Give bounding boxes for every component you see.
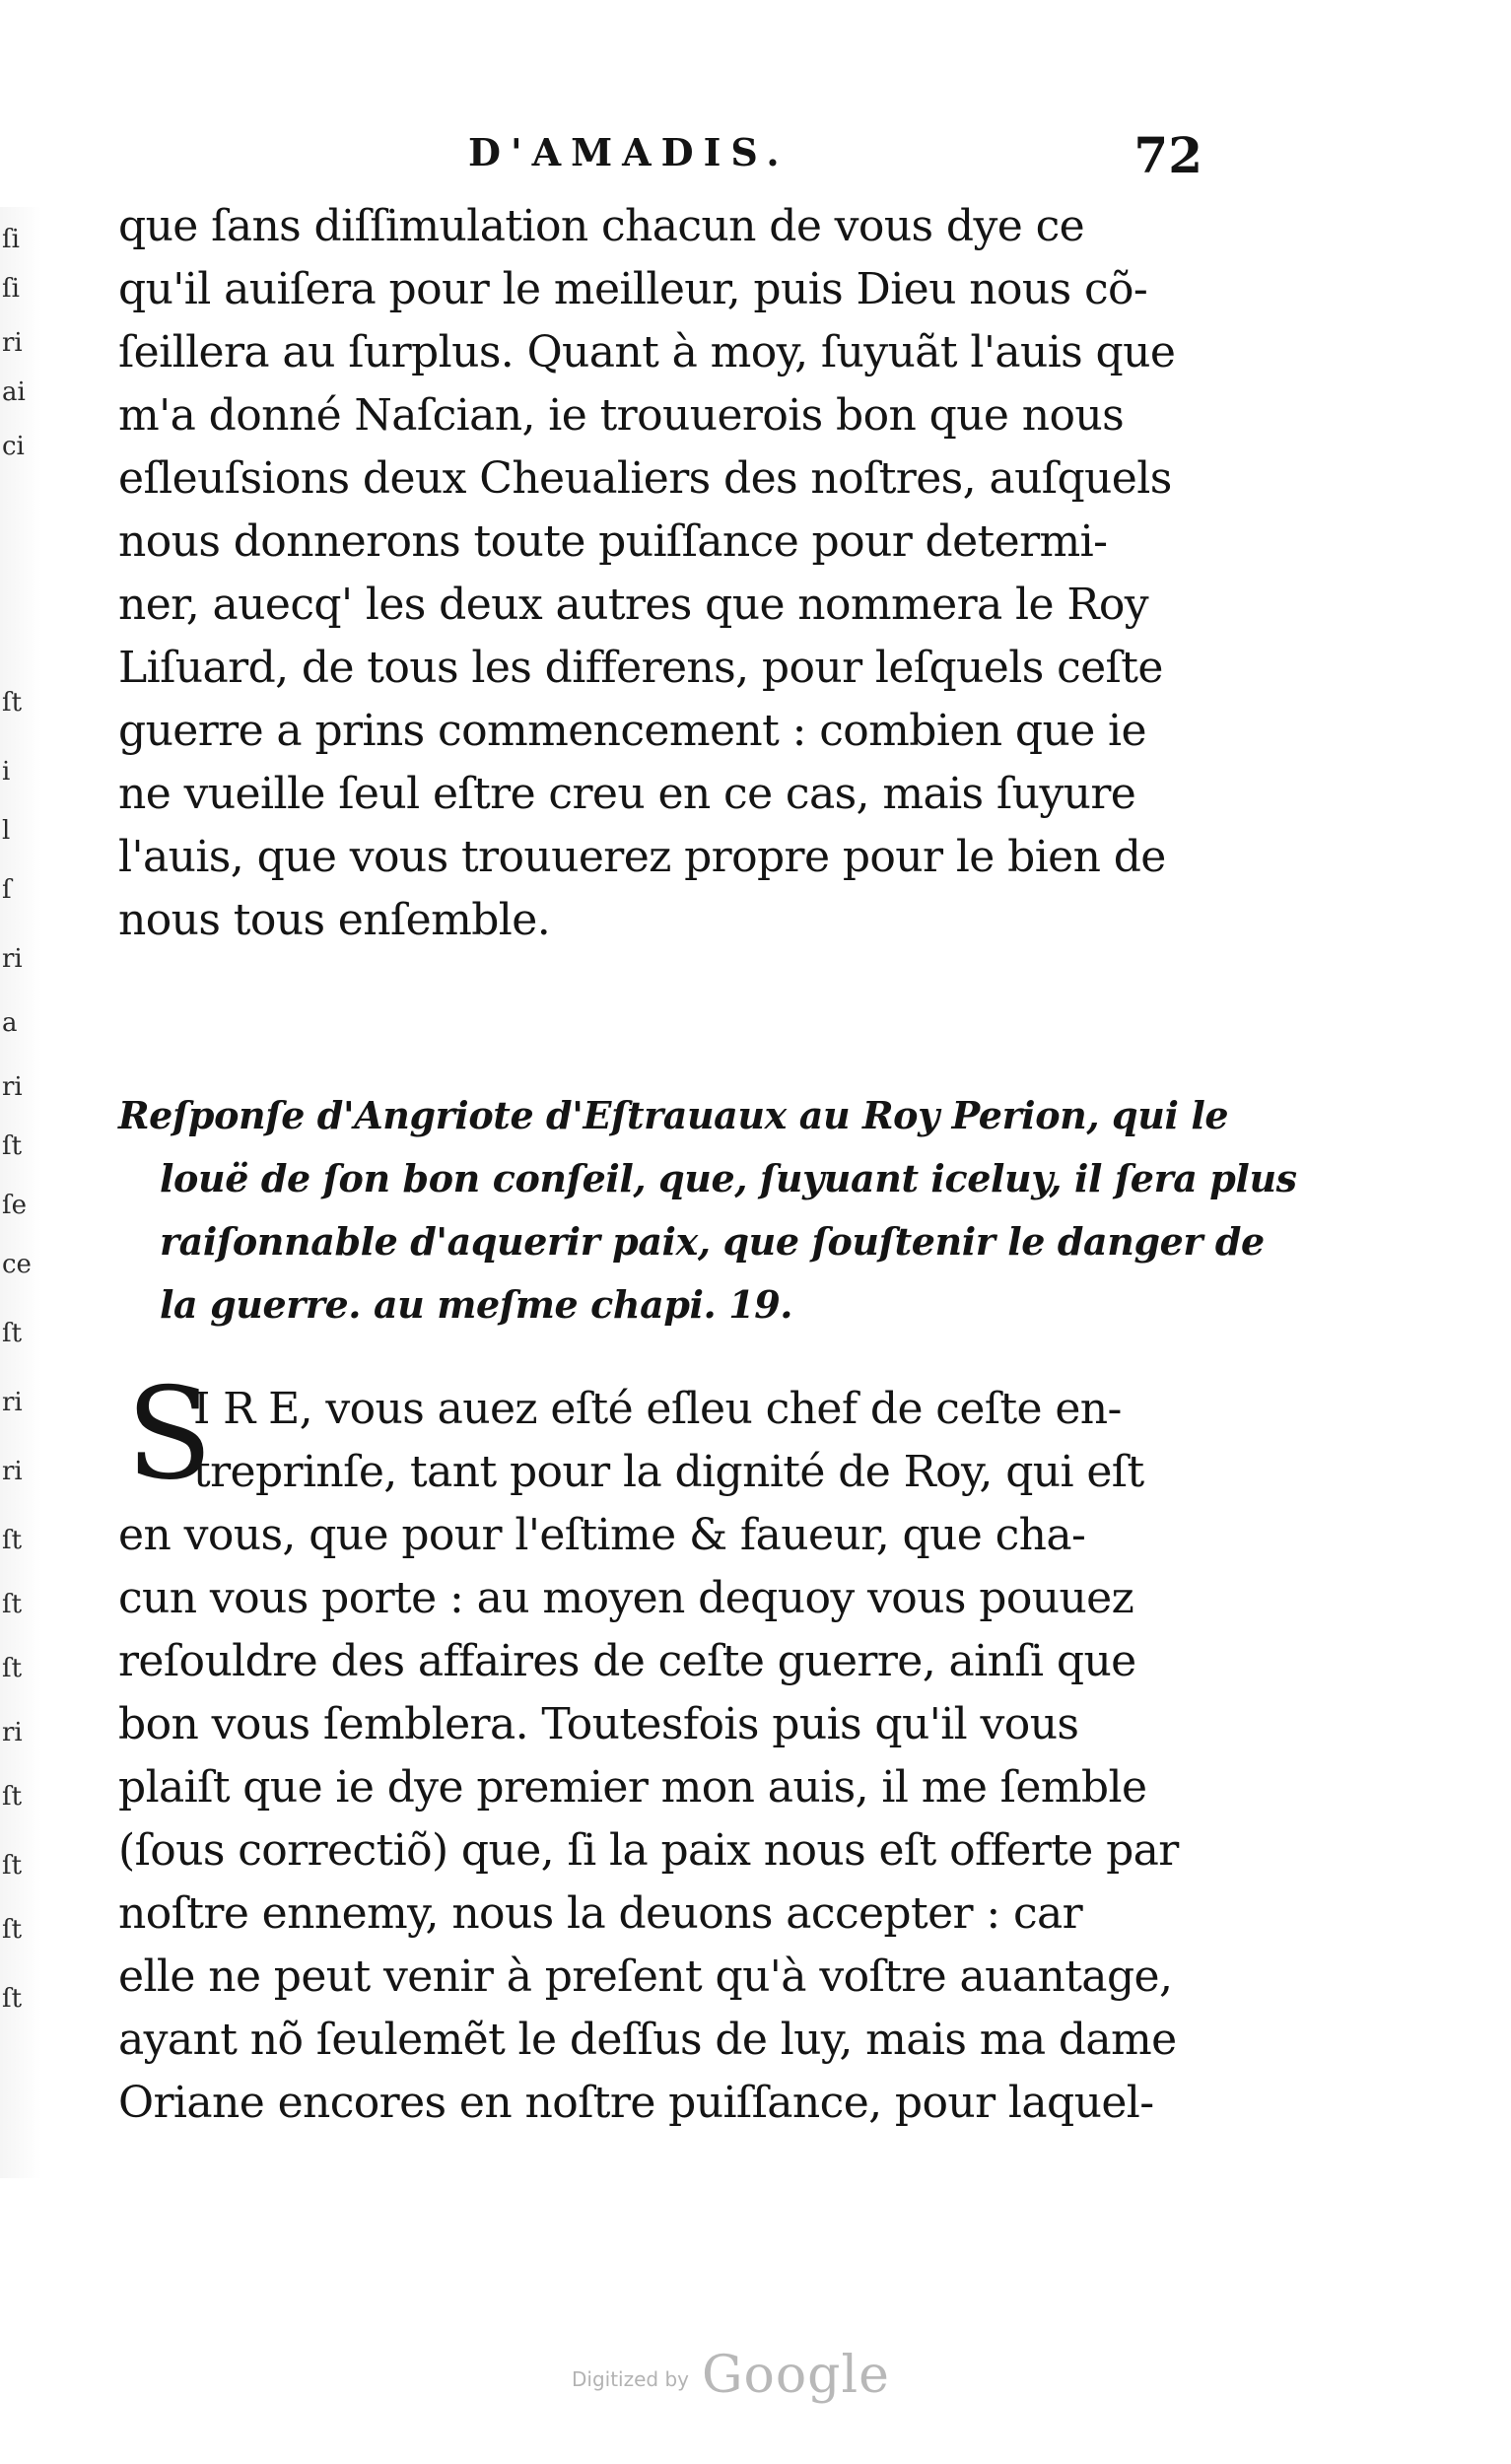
margin-fragment: ſt: [2, 1782, 23, 1812]
page-number: 72: [1133, 126, 1202, 184]
margin-fragment: ſt: [2, 1654, 23, 1683]
text-line: reſouldre des affaires de ceſte guerre, ainſi que: [118, 1636, 1136, 1686]
text-line: I R E, vous auez eſté eſleu chef de ceſte en-: [193, 1384, 1122, 1434]
margin-fragment: ri: [2, 1718, 23, 1747]
text-line: ſeillera au ſurplus. Quant à moy, ſuyuãt l'auis que: [118, 327, 1176, 377]
text-line: ne vueille ſeul eſtre creu en ce cas, mais ſuyure: [118, 769, 1136, 819]
margin-fragment: i: [2, 757, 11, 787]
margin-fragment: ſi: [2, 274, 20, 304]
text-line: m'a donné Naſcian, ie trouuerois bon que nous: [118, 390, 1125, 441]
text-line: que ſans diſſimulation chacun de vous dye ce: [118, 201, 1085, 251]
text-line: en vous, que pour l'eſtime & faueur, que cha-: [118, 1510, 1086, 1560]
heading-line: louë de ſon bon conſeil, que, ſuyuant iceluy, il ſera plus: [160, 1156, 1297, 1200]
heading-line: la guerre. au meſme chapi. 19.: [160, 1282, 793, 1327]
text-line: plaiſt que ie dye premier mon auis, il me ſemble: [118, 1762, 1147, 1813]
margin-fragment: ſ: [2, 875, 12, 905]
margin-fragment: ſt: [2, 1319, 23, 1348]
margin-fragment: ſi: [2, 225, 20, 254]
heading-line: raiſonnable d'aquerir paix, que ſouſtenir le danger de: [160, 1219, 1265, 1264]
text-line: (ſous correctiõ) que, ſi la paix nous eſt offerte par: [118, 1825, 1179, 1876]
text-line: guerre a prins commencement : combien que ie: [118, 706, 1146, 756]
margin-fragment: ſt: [2, 1526, 23, 1555]
margin-fragment: ſt: [2, 1131, 23, 1161]
text-line: qu'il auiſera pour le meilleur, puis Dieu nous cõ-: [118, 264, 1148, 314]
body-text-response: [118, 1361, 1195, 2135]
margin-fragment: ri: [2, 1457, 23, 1486]
text-line: elle ne peut venir à preſent qu'à voſtre auantage,: [118, 1951, 1173, 2002]
margin-fragment: a: [2, 1008, 18, 1038]
margin-fragment: ri: [2, 944, 23, 974]
text-line: ayant nõ ſeulemẽt le deſſus de luy, mais ma dame: [118, 2015, 1177, 2065]
margin-fragment: l: [2, 816, 11, 846]
margin-fragment: ſt: [2, 1851, 23, 1881]
text-line: ner, auecq' les deux autres que nommera le Roy: [118, 580, 1149, 630]
heading-line: Reſponſe d'Angriote d'Eſtrauaux au Roy Perion, qui le: [118, 1093, 1229, 1137]
text-line: l'auis, que vous trouuerez propre pour le bien de: [118, 832, 1166, 882]
margin-fragment: ſt: [2, 688, 23, 718]
digitized-by-label: Digitized by: [572, 2367, 689, 2391]
digitization-watermark: [572, 2346, 986, 2405]
running-title: D'AMADIS.: [468, 130, 790, 174]
google-logo-text: Google: [702, 2346, 890, 2405]
chapter-heading: [118, 1084, 1297, 1336]
text-line: noſtre ennemy, nous la deuons accepter : car: [118, 1888, 1083, 1939]
margin-fragment: ri: [2, 328, 23, 358]
margin-fragment: ſt: [2, 1590, 23, 1619]
margin-fragment: ri: [2, 1072, 23, 1102]
text-line: bon vous ſemblera. Toutesfois puis qu'il vous: [118, 1699, 1079, 1749]
margin-fragment: ſt: [2, 1915, 23, 1945]
text-line: nous donnerons toute puiſſance pour determi-: [118, 516, 1108, 567]
text-line: treprinſe, tant pour la dignité de Roy, qui eſt: [193, 1447, 1144, 1497]
page-header: [118, 126, 1202, 195]
drop-cap: S: [126, 1361, 213, 1508]
margin-fragment: ſe: [2, 1191, 28, 1220]
margin-fragment: ai: [2, 377, 26, 407]
margin-fragment: ri: [2, 1388, 23, 1417]
text-line: nous tous enſemble.: [118, 895, 551, 945]
text-line: Liſuard, de tous les differens, pour leſquels ceſte: [118, 643, 1163, 693]
drop-cap-paragraph-start: [118, 1361, 1195, 1508]
text-line: eſleuſsions deux Cheualiers des noſtres, auſquels: [118, 453, 1172, 504]
margin-fragment: ſt: [2, 1984, 23, 2014]
text-line: Oriane encores en noſtre puiſſance, pour laquel-: [118, 2078, 1154, 2128]
margin-fragment: ci: [2, 432, 25, 461]
body-text-continuation: [118, 195, 1195, 952]
margin-fragment: ce: [2, 1250, 32, 1279]
text-line: cun vous porte : au moyen dequoy vous pouuez: [118, 1573, 1134, 1623]
